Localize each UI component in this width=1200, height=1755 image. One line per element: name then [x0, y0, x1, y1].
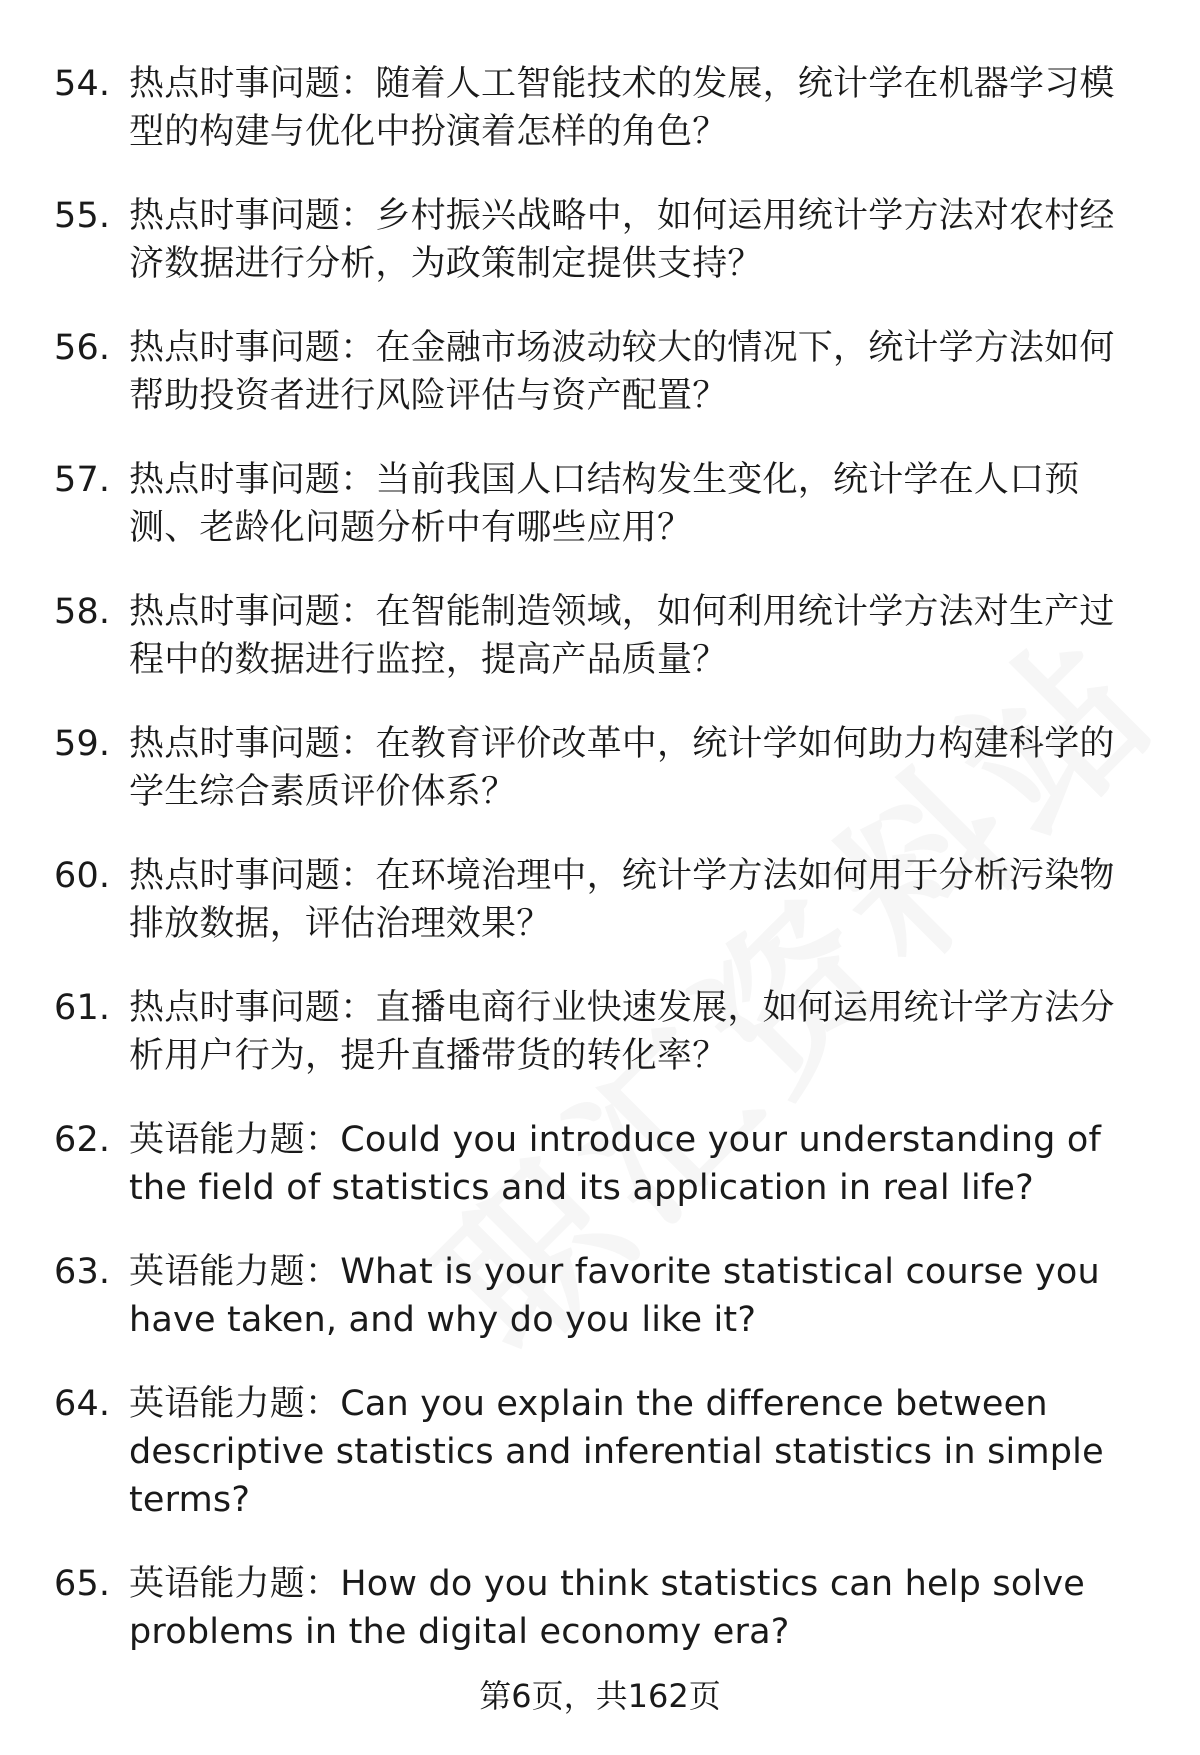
- question-item: [54, 852, 1144, 948]
- question-text: 英语能力题：How do you think statistics can help solve problems in the digital economy era?: [129, 1564, 1086, 1652]
- question-text: 热点时事问题：随着人工智能技术的发展，统计学在机器学习模型的构建与优化中扮演着怎样的角色？: [129, 64, 1115, 152]
- question-text: 热点时事问题：直播电商行业快速发展，如何运用统计学方法分析用户行为，提升直播带货的转化率？: [129, 988, 1115, 1076]
- question-number: 56.: [54, 328, 111, 368]
- question-text: 热点时事问题：在金融市场波动较大的情况下，统计学方法如何帮助投资者进行风险评估与资产配置？: [129, 328, 1115, 416]
- question-number: 57.: [54, 460, 111, 500]
- question-text: 英语能力题：Could you introduce your understanding of the field of statistics and its application in real life?: [129, 1120, 1102, 1208]
- question-number: 55.: [54, 196, 111, 236]
- question-text: 英语能力题：What is your favorite statistical course you have taken, and why do you like it?: [129, 1252, 1100, 1340]
- question-list: [54, 60, 1144, 1692]
- question-item: [54, 1560, 1144, 1656]
- question-text: 热点时事问题：乡村振兴战略中，如何运用统计学方法对农村经济数据进行分析，为政策制定提供支持？: [129, 196, 1115, 284]
- question-number: 61.: [54, 988, 111, 1028]
- question-number: 59.: [54, 724, 111, 764]
- question-text: 英语能力题：Can you explain the difference between descriptive statistics and inferential statistics in simple terms?: [129, 1384, 1104, 1520]
- question-item: [54, 720, 1144, 816]
- question-number: 63.: [54, 1252, 111, 1292]
- question-number: 62.: [54, 1120, 111, 1160]
- page-number-footer: 第6页，共162页: [479, 1677, 721, 1715]
- question-item: [54, 588, 1144, 684]
- question-text: 热点时事问题：在智能制造领域，如何利用统计学方法对生产过程中的数据进行监控，提高产品质量？: [129, 592, 1115, 680]
- question-number: 65.: [54, 1564, 111, 1604]
- question-item: [54, 1248, 1144, 1344]
- question-number: 58.: [54, 592, 111, 632]
- question-number: 54.: [54, 64, 111, 104]
- question-text: 热点时事问题：在教育评价改革中，统计学如何助力构建科学的学生综合素质评价体系？: [129, 724, 1115, 812]
- question-item: [54, 1380, 1144, 1524]
- question-text: 热点时事问题：当前我国人口结构发生变化，统计学在人口预测、老龄化问题分析中有哪些应用？: [129, 460, 1080, 548]
- question-number: 60.: [54, 856, 111, 896]
- question-number: 64.: [54, 1384, 111, 1424]
- question-item: [54, 60, 1144, 156]
- question-text: 热点时事问题：在环境治理中，统计学方法如何用于分析污染物排放数据，评估治理效果？: [129, 856, 1115, 944]
- question-item: [54, 456, 1144, 552]
- question-item: [54, 984, 1144, 1080]
- question-item: [54, 192, 1144, 288]
- question-item: [54, 1116, 1144, 1212]
- question-item: [54, 324, 1144, 420]
